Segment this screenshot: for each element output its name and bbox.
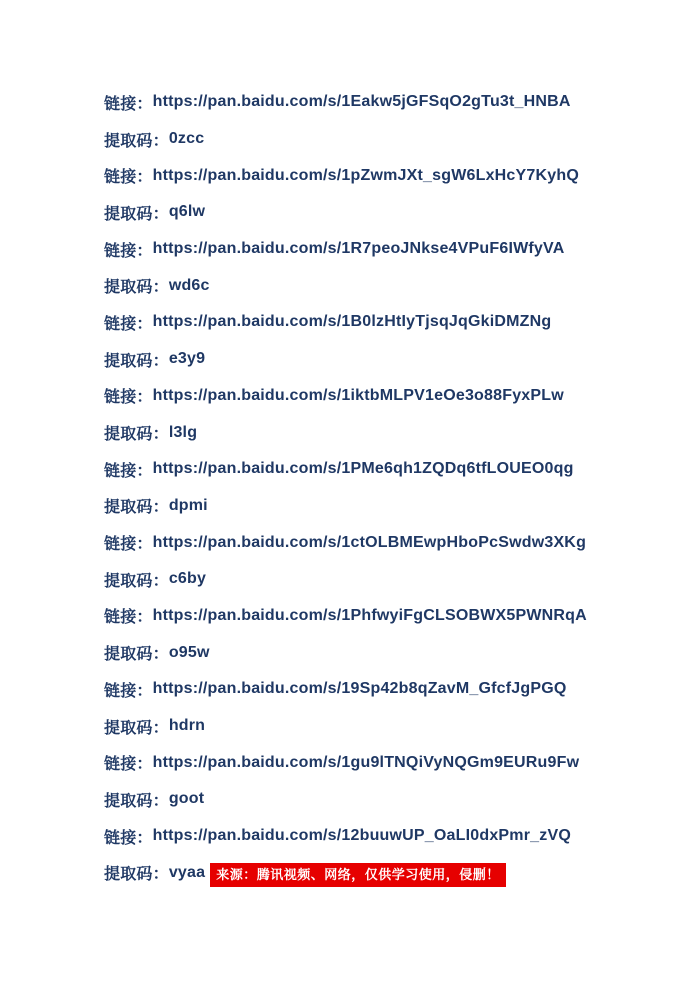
link-label: 链接： bbox=[104, 756, 153, 774]
pan-link-url: https://pan.baidu.com/s/19Sp42b8qZavM_GfcfJgPGQ bbox=[152, 680, 567, 698]
code-label: 提取码： bbox=[104, 719, 169, 737]
extraction-code: goot bbox=[168, 790, 205, 808]
link-label: 链接： bbox=[104, 682, 153, 700]
code-line bbox=[104, 267, 660, 304]
code-label: 提取码： bbox=[104, 866, 169, 884]
link-line bbox=[104, 744, 660, 781]
code-label: 提取码： bbox=[104, 499, 169, 517]
link-label: 链接： bbox=[104, 609, 153, 627]
link-line bbox=[104, 378, 660, 415]
link-label: 链接： bbox=[104, 95, 153, 113]
link-label: 链接： bbox=[104, 462, 153, 480]
pan-link-url: https://pan.baidu.com/s/1R7peoJNkse4VPuF6IWfyVA bbox=[152, 240, 565, 258]
link-line bbox=[104, 598, 660, 635]
pan-link-url: https://pan.baidu.com/s/12buuwUP_OaLI0dxPmr_zVQ bbox=[152, 827, 571, 845]
pan-link-url: https://pan.baidu.com/s/1iktbMLPV1eOe3o88FyxPLw bbox=[152, 386, 564, 404]
code-label: 提取码： bbox=[104, 426, 169, 444]
link-label: 链接： bbox=[104, 242, 153, 260]
code-line bbox=[104, 561, 660, 598]
extraction-code: wd6c bbox=[168, 276, 210, 294]
link-line bbox=[104, 304, 660, 341]
code-label: 提取码： bbox=[104, 572, 169, 590]
pan-link-url: https://pan.baidu.com/s/1ctOLBMEwpHboPcSwdw3XKg bbox=[152, 533, 587, 551]
link-label: 链接： bbox=[104, 389, 153, 407]
code-label: 提取码： bbox=[104, 205, 169, 223]
link-label: 链接： bbox=[104, 315, 153, 333]
extraction-code: hdrn bbox=[168, 717, 206, 735]
extraction-code: 0zcc bbox=[168, 130, 205, 148]
link-line bbox=[104, 84, 660, 121]
code-label: 提取码： bbox=[104, 132, 169, 150]
code-label: 提取码： bbox=[104, 352, 169, 370]
extraction-code: o95w bbox=[168, 643, 210, 661]
pan-link-url: https://pan.baidu.com/s/1gu9lTNQiVyNQGm9EURu9Fw bbox=[152, 753, 580, 771]
source-watermark: 来源：腾讯视频、网络，仅供学习使用，侵删！ bbox=[210, 863, 506, 887]
code-line bbox=[104, 414, 660, 451]
pan-link-url: https://pan.baidu.com/s/1Eakw5jGFSqO2gTu3t_HNBA bbox=[152, 93, 571, 111]
link-line bbox=[104, 818, 660, 855]
link-label: 链接： bbox=[104, 169, 153, 187]
code-line bbox=[104, 121, 660, 158]
link-label: 链接： bbox=[104, 536, 153, 554]
extraction-code: l3lg bbox=[168, 423, 198, 441]
pan-link-url: https://pan.baidu.com/s/1PMe6qh1ZQDq6tfLOUEO0qg bbox=[152, 460, 574, 478]
code-line bbox=[104, 634, 660, 671]
code-line bbox=[104, 194, 660, 231]
code-label: 提取码： bbox=[104, 646, 169, 664]
link-label: 链接： bbox=[104, 829, 153, 847]
code-line bbox=[104, 781, 660, 818]
code-label: 提取码： bbox=[104, 792, 169, 810]
code-line bbox=[104, 854, 660, 891]
code-line bbox=[104, 488, 660, 525]
pan-link-url: https://pan.baidu.com/s/1PhfwyiFgCLSOBWX5PWNRqA bbox=[152, 606, 587, 624]
link-line bbox=[104, 671, 660, 708]
extraction-code: q6lw bbox=[168, 203, 206, 221]
code-line bbox=[104, 708, 660, 745]
pan-link-url: https://pan.baidu.com/s/1B0lzHtIyTjsqJqGkiDMZNg bbox=[152, 313, 552, 331]
link-line bbox=[104, 451, 660, 488]
code-line bbox=[104, 341, 660, 378]
link-line bbox=[104, 231, 660, 268]
extraction-code: vyaa bbox=[168, 863, 206, 881]
code-label: 提取码： bbox=[104, 279, 169, 297]
document-content bbox=[104, 84, 660, 891]
pan-link-url: https://pan.baidu.com/s/1pZwmJXt_sgW6LxHcY7KyhQ bbox=[152, 166, 579, 184]
extraction-code: e3y9 bbox=[168, 350, 206, 368]
link-line bbox=[104, 524, 660, 561]
link-line bbox=[104, 157, 660, 194]
extraction-code: dpmi bbox=[168, 496, 208, 514]
extraction-code: c6by bbox=[168, 570, 207, 588]
